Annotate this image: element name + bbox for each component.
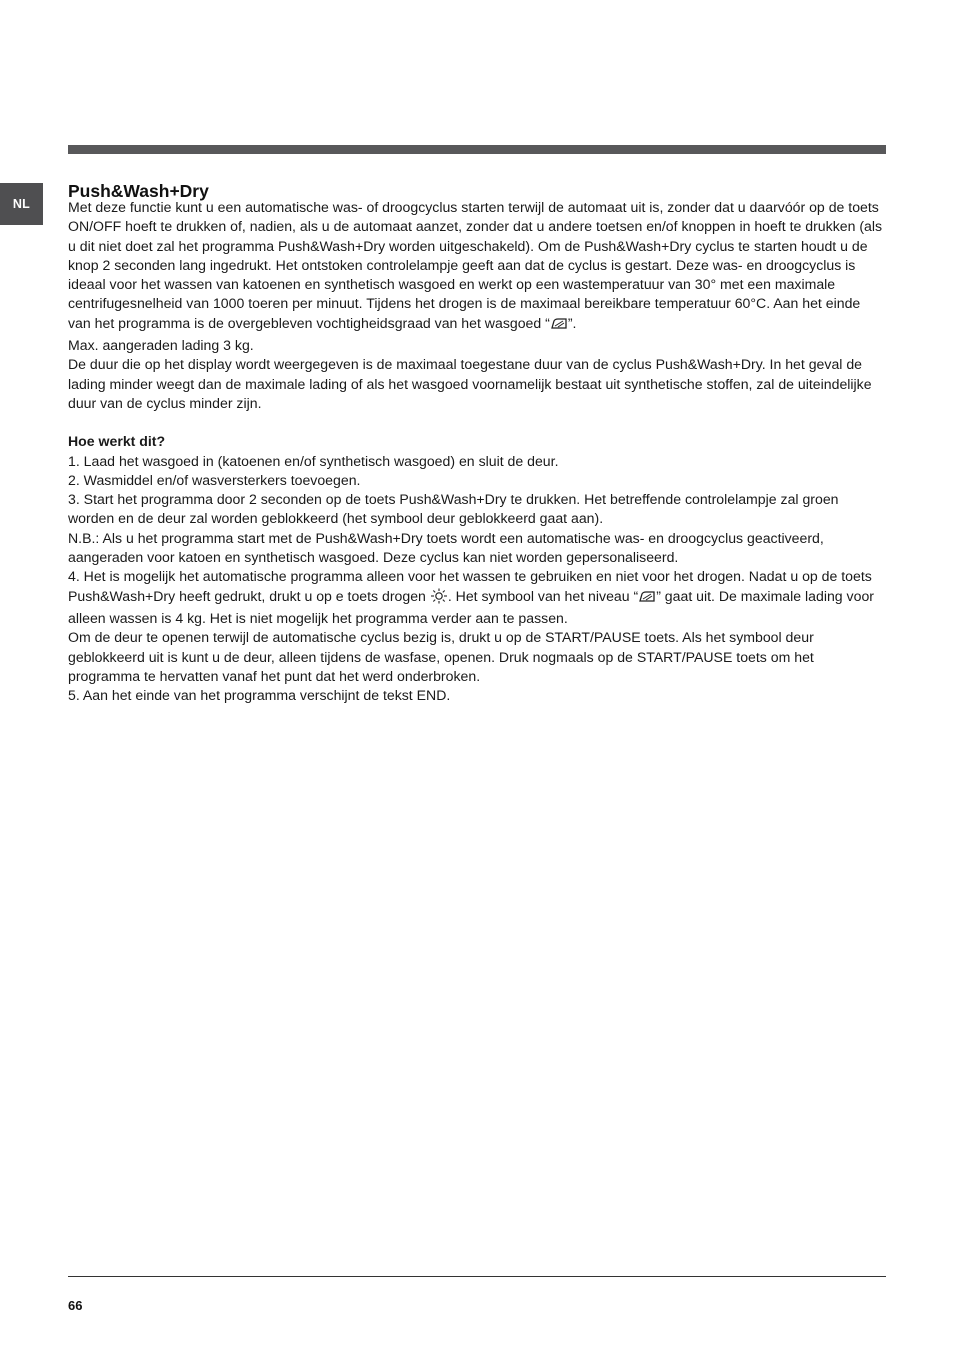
section-title: Push&Wash+Dry: [68, 181, 209, 201]
note-nb: N.B.: Als u het programma start met de Push&Wash+Dry toets wordt een automatische was- en droogcyclus geactiveerd, aangeraden voor katoen en synthetisch wasgoed. Deze cyclus kan niet worden gepersonaliseerd.: [68, 529, 824, 566]
intro-text-a: Met deze functie kunt u een automatische was- of droogcyclus starten terwijl de automaat uit is, zonder dat u daarvóór op de toets ON/OFF hoeft te drukken of, nadien, als u de automaat aanzet, zonder dat u andere toetsen en/of knoppen in hoeft te drukken (als u dit niet doet zal het programma Push&Wash+Dry worden uitgeschakeld). Om de Push&Wash+Dry cyclus te starten houdt u de knop 2 seconden lang ingedrukt. Het ontstoken controlelampje geeft aan dat de cyclus is gestart. Deze was- en droogcyclus is ideaal voor het wassen van katoenen en synthetisch wasgoed en werkt op een wastemperatuur van 30° met een maximale centrifugesnelheid van 1000 toeren per minuut. Tijdens het drogen is de maximaal bereikbare temperatuur 60°C. Aan het einde van het programma is de overgebleven vochtigheidsgraad van het wasgoed “: [68, 199, 883, 331]
how-heading: Hoe werkt dit?: [68, 433, 166, 450]
step-1: 1. Laad het wasgoed in (katoenen en/of synthetisch wasgoed) en sluit de deur.: [68, 452, 559, 469]
sun-dry-icon: [430, 588, 448, 609]
step-4: [68, 567, 886, 628]
section-content: [68, 179, 886, 705]
page-number: 66: [68, 1298, 83, 1313]
step-5: 5. Aan het einde van het programma verschijnt de tekst END.: [68, 687, 451, 704]
header-bar: [68, 145, 886, 154]
step-3: 3. Start het programma door 2 seconden op de toets Push&Wash+Dry te drukken. Het betreffende controlelampje zal groen worden en de deur zal worden geblokkeerd (het symbool deur geblokkeerd gaat aan).: [68, 491, 839, 527]
step-2: 2. Wasmiddel en/of wasversterkers toevoegen.: [68, 471, 361, 488]
spacer: [68, 413, 886, 432]
intro-text-b: ”.: [567, 314, 577, 331]
duration-text: De duur die op het display wordt weergegeven is de maximaal toegestane duur van de cyclus Push&Wash+Dry. In het geval de lading minder weegt dan de maximale lading of als het wasgoed voornamelijk bestaat uit synthetische stoffen, zal de uiteindelijke duur van de cyclus minder zijn.: [68, 356, 872, 411]
iron-dry-icon: [638, 590, 656, 609]
step-4-text-a: 4. Het is mogelijk het automatische programma alleen voor het wassen te gebruiken en niet voor het drogen. Nadat u op de toets Push&Wash+Dry heeft gedrukt, drukt u op e toets drogen: [68, 568, 872, 604]
max-load-text: Max. aangeraden lading 3 kg.: [68, 337, 254, 354]
footer-rule: [68, 1276, 886, 1277]
language-tab: NL: [0, 183, 43, 225]
intro-paragraph: [68, 198, 886, 336]
step-4-text-c: ” gaat uit. De maximale lading voor alleen wassen is 4 kg. Het is niet mogelijk het programma verder aan te passen.: [68, 587, 874, 626]
iron-dry-icon: [550, 317, 568, 336]
step-4-text-b: . Het symbool van het niveau “: [447, 587, 639, 604]
door-open-text: Om de deur te openen terwijl de automatische cyclus bezig is, drukt u op de START/PAUSE toets. Als het symbool deur geblokkeerd uit is kunt u de deur, alleen tijdens de wasfase, openen. Druk nogmaals op de START/PAUSE toets om het programma te hervatten vanaf het punt dat het werd onderbroken.: [68, 629, 814, 684]
